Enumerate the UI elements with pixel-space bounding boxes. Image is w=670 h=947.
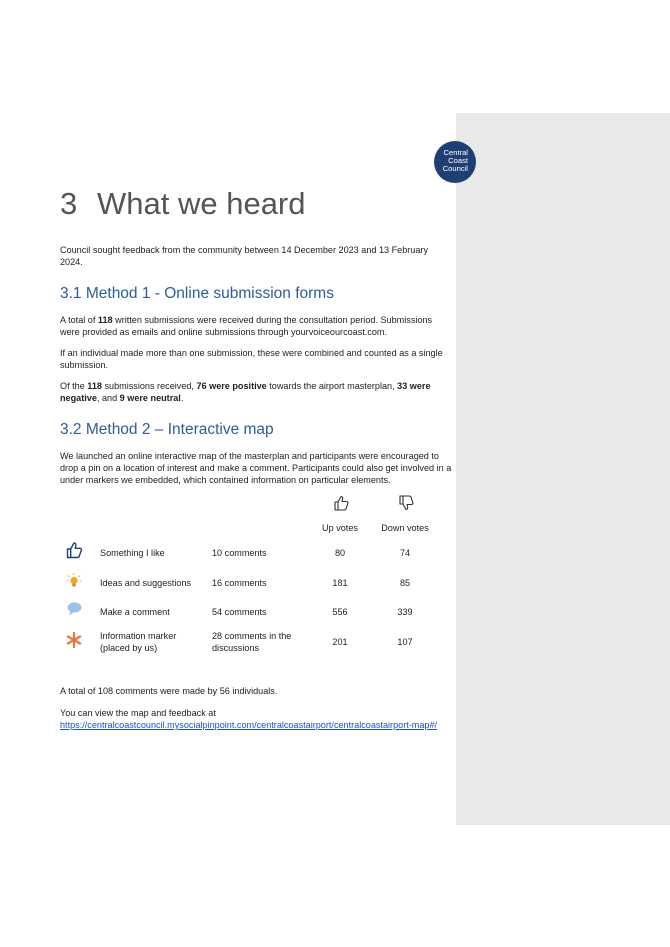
council-logo bbox=[434, 141, 476, 183]
row-4-type: Information marker (placed by us) bbox=[100, 631, 177, 654]
section-1-paragraph-1: A total of 118 written submissions were received during the consultation period. Submissions were provided as emails and online submissions through yourvoiceourcoast.com. bbox=[60, 315, 433, 338]
total-comments-paragraph: A total of 108 comments were made by 56 individuals. bbox=[60, 686, 278, 696]
view-map-text: You can view the map and feedback at bbox=[60, 708, 216, 718]
row-1-up-votes: 80 bbox=[334, 548, 346, 558]
section-1-paragraph-2: If an individual made more than one submission, these were combined and counted as a single submission. bbox=[60, 348, 443, 371]
thumbs-down-header-icon bbox=[397, 494, 415, 512]
row-1-comments: 10 comments bbox=[212, 548, 267, 558]
logo-line-2: Coast bbox=[448, 155, 468, 165]
row-3-down-votes: 339 bbox=[397, 607, 413, 617]
row-4-down-votes: 107 bbox=[397, 637, 413, 647]
section-1-heading: 3.1 Method 1 - Online submission forms bbox=[60, 285, 334, 302]
section-2-paragraph-1: We launched an online interactive map of the masterplan and participants were encouraged to drop a pin on a location of interest and make a comment. Participants could also get involved in a under markers we embedded, which contained information on particular elements. bbox=[60, 451, 452, 486]
view-map-paragraph bbox=[60, 707, 460, 731]
votes-table bbox=[60, 492, 452, 662]
thumbs-up-header-icon bbox=[332, 494, 350, 512]
up-votes-header: Up votes bbox=[322, 523, 358, 533]
asterisk-icon bbox=[65, 631, 83, 649]
thumbs-up-icon bbox=[65, 541, 83, 559]
row-3-comments: 54 comments bbox=[212, 607, 267, 617]
page-title bbox=[60, 186, 306, 222]
section-2-heading: 3.2 Method 2 – Interactive map bbox=[60, 421, 274, 438]
row-4-up-votes: 201 bbox=[332, 637, 348, 647]
intro-paragraph: Council sought feedback from the community between 14 December 2023 and 13 February 2024. bbox=[60, 245, 428, 268]
down-votes-header: Down votes bbox=[381, 523, 429, 533]
row-2-type: Ideas and suggestions bbox=[100, 578, 192, 588]
section-1-paragraph-3: Of the 118 submissions received, 76 were positive towards the airport masterplan, 33 were negative, and 9 were neutral. bbox=[60, 381, 431, 404]
section-title: What we heard bbox=[97, 186, 306, 221]
row-3-up-votes: 556 bbox=[332, 607, 348, 617]
logo-line-3: Council bbox=[442, 163, 468, 173]
comment-pane bbox=[456, 113, 670, 825]
map-feedback-link[interactable]: https://centralcoastcouncil.mysocialpinpoint.com/centralcoastairport/centralcoastairport-map#/ bbox=[60, 720, 438, 731]
row-1-down-votes: 74 bbox=[399, 548, 411, 558]
row-2-comments: 16 comments bbox=[212, 578, 267, 588]
row-2-down-votes: 85 bbox=[399, 578, 411, 588]
lightbulb-icon bbox=[65, 572, 83, 590]
section-number: 3 bbox=[60, 186, 78, 221]
row-1-type: Something I like bbox=[100, 548, 165, 558]
row-3-type: Make a comment bbox=[100, 607, 170, 617]
row-2-up-votes: 181 bbox=[332, 578, 348, 588]
speech-bubble-icon bbox=[65, 600, 83, 618]
logo-line-1: Central bbox=[443, 148, 468, 157]
row-4-comments: 28 comments in the discussions bbox=[212, 631, 292, 654]
